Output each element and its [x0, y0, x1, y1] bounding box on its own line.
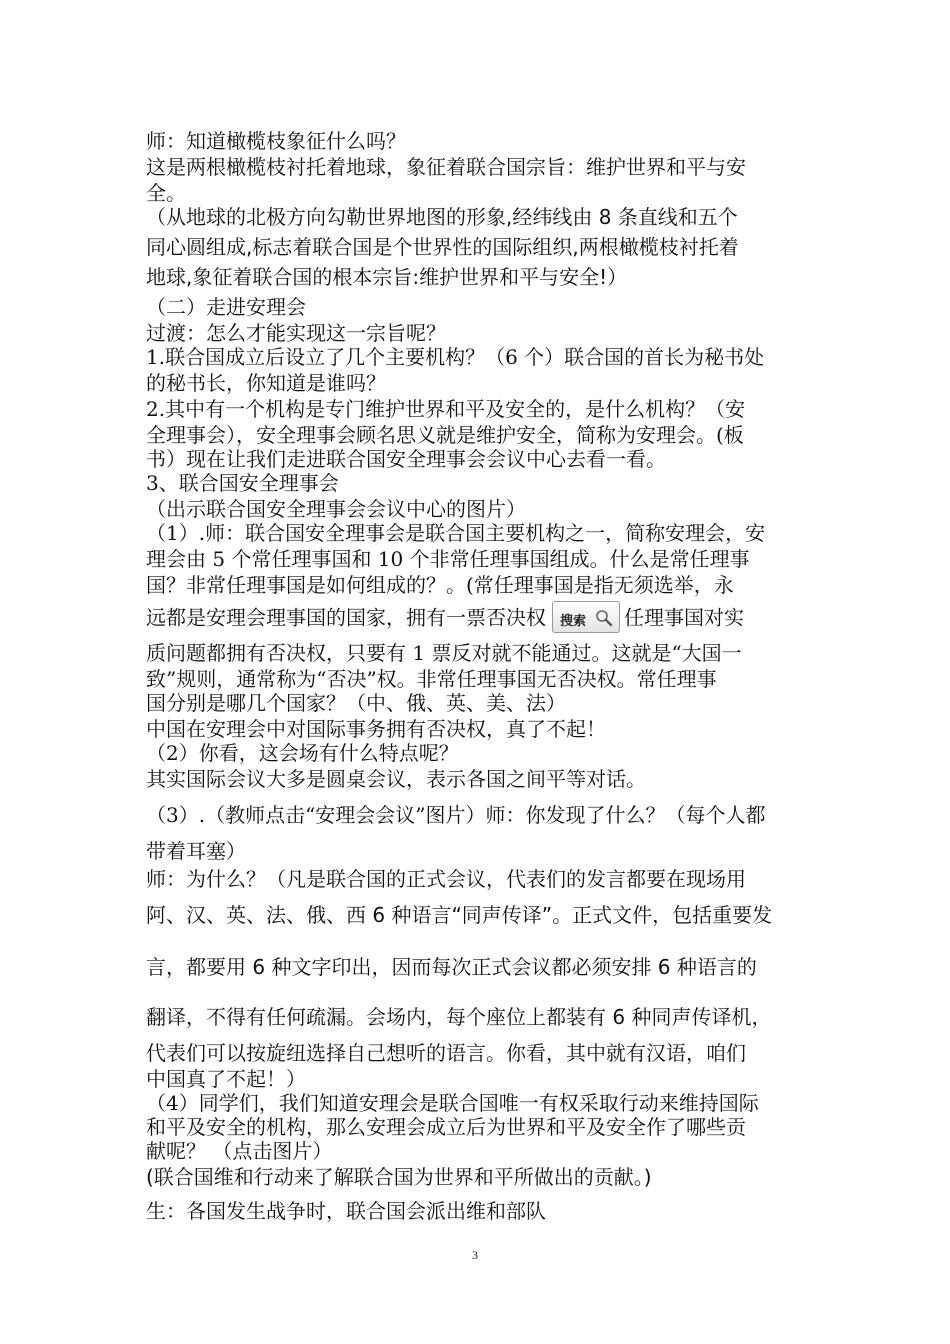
text-line: 国？非常任理事国是如何组成的？。(常任理事国是指无须选举，永	[146, 573, 734, 597]
section-heading: （二）走进安理会	[146, 295, 306, 319]
text-line: （4）同学们，我们知道安理会是联合国唯一有权采取行动来维持国际	[146, 1091, 759, 1115]
text-line: 师：知道橄榄枝象征什么吗？	[146, 129, 406, 153]
text-line: 2.其中有一个机构是专门维护世界和平及安全的，是什么机构？（安	[146, 397, 746, 421]
text-line: 中国真了不起！）	[146, 1067, 306, 1091]
text-line: 质问题都拥有否决权，只要有 1 票反对就不能通过。这就是“大国一	[146, 641, 742, 665]
text-line: （2）你看，这会场有什么特点呢？	[146, 741, 459, 765]
text-line: （出示联合国安全理事会会议中心的图片）	[146, 497, 526, 521]
text-line: 致”规则，通常称为“否决”权。非常任理事国无否决权。常任理事	[146, 667, 717, 691]
text-line: （1）.师：联合国安全理事会是联合国主要机构之一，简称安理会，安	[146, 521, 766, 545]
text-line: （从地球的北极方向勾勒世界地图的形象,经纬线由 8 条直线和五个	[146, 205, 738, 229]
text-line: 阿、汉、英、法、俄、西 6 种语言“同声传译”。正式文件，包括重要发	[146, 903, 773, 927]
text-line: 的秘书长，你知道是谁吗？	[146, 371, 386, 395]
text-line: 书）现在让我们走进联合国安全理事会会议中心去看一看。	[146, 447, 666, 471]
text-fragment: 远都是安理会理事国的国家，拥有一票否决权	[146, 605, 546, 630]
text-line: 生：各国发生战争时，联合国会派出维和部队	[146, 1199, 546, 1223]
text-line: 这是两根橄榄枝衬托着地球，象征着联合国宗旨：维护世界和平与安	[146, 155, 746, 179]
magnifier-icon	[595, 609, 613, 627]
text-line: 理会由 5 个常任理事国和 10 个非常任理事国组成。什么是常任理事	[146, 547, 750, 571]
text-line: 国分别是哪几个国家？（中、俄、英、美、法）	[146, 691, 566, 715]
search-button-label: 搜索	[560, 614, 587, 629]
text-line: 代表们可以按旋纽选择自己想听的语言。你看，其中就有汉语，咱们	[146, 1041, 746, 1065]
text-line: (联合国维和行动来了解联合国为世界和平所做出的贡献。)	[146, 1165, 652, 1189]
page-number: 3	[472, 1248, 478, 1262]
text-line: 翻译，不得有任何疏漏。会场内，每个座位上都装有 6 种同声传译机，	[146, 1005, 772, 1029]
text-line: 带着耳塞）	[146, 839, 246, 863]
text-line: 全。	[146, 181, 186, 205]
text-line-with-search	[146, 603, 811, 635]
text-line: 1.联合国成立后设立了几个主要机构？（6 个）联合国的首长为秘书处	[146, 345, 765, 369]
text-line: 全理事会），安全理事会顾名思义就是维护安全，简称为安理会。(板	[146, 423, 744, 447]
text-line: 其实国际会议大多是圆桌会议，表示各国之间平等对话。	[146, 767, 646, 791]
text-line: 过渡：怎么才能实现这一宗旨呢？	[146, 321, 446, 345]
text-line: 言，都要用 6 种文字印出，因而每次正式会议都必须安排 6 种语言的	[146, 955, 757, 979]
search-button[interactable]	[552, 601, 620, 633]
text-line: （3）.（教师点击“安理会会议”图片）师：你发现了什么？（每个人都	[146, 803, 766, 827]
text-line: 和平及安全的机构，那么安理会成立后为世界和平及安全作了哪些贡	[146, 1115, 746, 1139]
text-line: 中国在安理会中对国际事务拥有否决权，真了不起！	[146, 717, 606, 741]
text-line: 献呢？ （点击图片）	[146, 1139, 333, 1163]
text-line: 师：为什么？（凡是联合国的正式会议，代表们的发言都要在现场用	[146, 867, 746, 891]
text-fragment: 任理事国对实	[624, 605, 744, 630]
section-heading: 3、联合国安全理事会	[146, 471, 339, 495]
text-line: 同心圆组成,标志着联合国是个世界性的国际组织,两根橄榄枝衬托着	[146, 235, 739, 259]
text-line: 地球,象征着联合国的根本宗旨:维护世界和平与安全!）	[146, 265, 628, 289]
